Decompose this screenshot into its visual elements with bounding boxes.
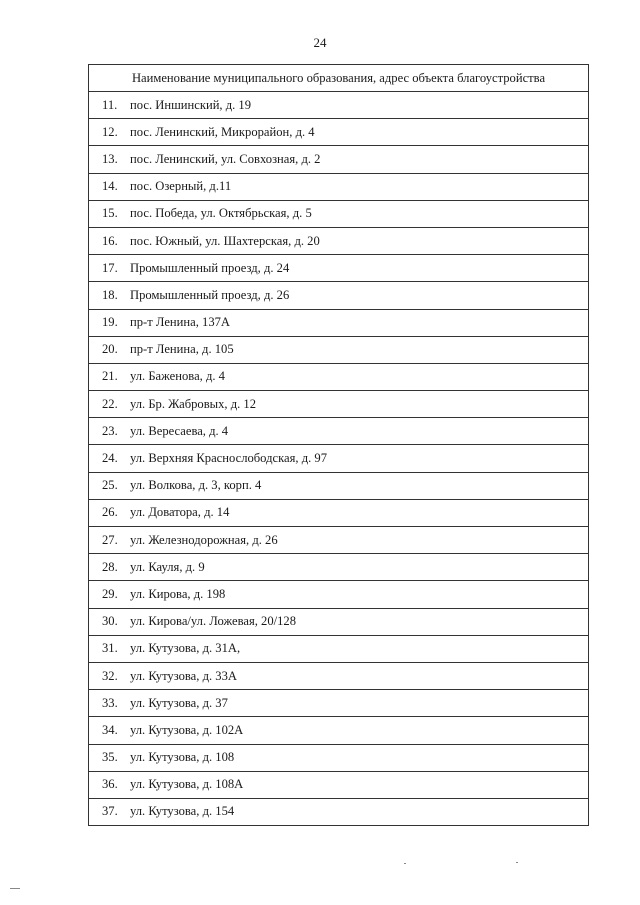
row-number: 18.: [102, 287, 118, 302]
table-row: [89, 173, 589, 200]
row-address: ул. Кауля, д. 9: [130, 559, 205, 574]
table-row: [89, 146, 589, 173]
row-address: ул. Вересаева, д. 4: [130, 423, 229, 438]
table-cell-address: [89, 662, 589, 689]
table-row: [89, 309, 589, 336]
row-number: 12.: [102, 124, 118, 139]
row-address: ул. Железнодорожная, д. 26: [130, 532, 278, 547]
row-number: 35.: [102, 750, 118, 765]
table-row: [89, 119, 589, 146]
row-address: пос. Южный, ул. Шахтерская, д. 20: [130, 233, 320, 248]
row-number: 34.: [102, 722, 118, 737]
row-address: ул. Волкова, д. 3, корп. 4: [130, 478, 262, 493]
table-row: [89, 418, 589, 445]
table-row: [89, 92, 589, 119]
page-number: 24: [313, 35, 327, 50]
table-row: [89, 554, 589, 581]
row-number: 15.: [102, 206, 118, 221]
row-address: ул. Кирова, д. 198: [130, 586, 226, 601]
row-address: ул. Доватора, д. 14: [130, 505, 230, 520]
table-row: [89, 662, 589, 689]
scan-speck: [10, 888, 20, 889]
table-cell-address: [89, 690, 589, 717]
table-cell-address: [89, 391, 589, 418]
table-cell-address: [89, 581, 589, 608]
row-number: 32.: [102, 668, 118, 683]
table-cell-address: [89, 445, 589, 472]
row-address: пр-т Ленина, 137А: [130, 315, 231, 330]
table-cell-address: [89, 173, 589, 200]
table-header-row: [89, 65, 589, 92]
table-row: [89, 336, 589, 363]
row-address: ул. Верхняя Краснослободская, д. 97: [130, 451, 328, 466]
row-number: 19.: [102, 315, 118, 330]
table-row: [89, 255, 589, 282]
table-row: [89, 527, 589, 554]
row-address: ул. Кутузова, д. 154: [130, 804, 235, 819]
table-cell-address: [89, 771, 589, 798]
row-address: ул. Кутузова, д. 37: [130, 695, 228, 710]
table-cell-address: [89, 798, 589, 825]
table-cell-address: [89, 608, 589, 635]
row-address: пос. Иншинский, д. 19: [130, 97, 252, 112]
table-cell-address: [89, 227, 589, 254]
row-number: 23.: [102, 423, 118, 438]
row-address: пр-т Ленина, д. 105: [130, 342, 234, 357]
table-row: [89, 363, 589, 390]
row-address: ул. Кирова/ул. Ложевая, 20/128: [130, 614, 297, 629]
row-address: Промышленный проезд, д. 24: [130, 260, 290, 275]
table-row: [89, 798, 589, 825]
row-number: 27.: [102, 532, 118, 547]
row-number: 36.: [102, 777, 118, 792]
table-cell-address: [89, 255, 589, 282]
table-row: [89, 445, 589, 472]
row-address: пос. Ленинский, ул. Совхозная, д. 2: [130, 151, 321, 166]
table-row: [89, 472, 589, 499]
table-cell-address: [89, 554, 589, 581]
table-row: [89, 499, 589, 526]
row-address: ул. Кутузова, д. 102А: [130, 722, 244, 737]
scan-speck: [516, 862, 518, 863]
row-address: ул. Кутузова, д. 33А: [130, 668, 237, 683]
table-row: [89, 608, 589, 635]
scan-speck: [404, 863, 406, 864]
row-address: пос. Победа, ул. Октябрьская, д. 5: [130, 206, 312, 221]
table-header: Наименование муниципального образования, адрес объекта благоустройства: [89, 65, 589, 92]
row-number: 30.: [102, 614, 118, 629]
row-number: 21.: [102, 369, 118, 384]
row-address: ул. Бр. Жабровых, д. 12: [130, 396, 257, 411]
row-number: 28.: [102, 559, 118, 574]
table-cell-address: [89, 336, 589, 363]
table-cell-address: [89, 200, 589, 227]
table-cell-address: [89, 282, 589, 309]
table-cell-address: [89, 527, 589, 554]
row-number: 24.: [102, 451, 118, 466]
row-address: пос. Ленинский, Микрорайон, д. 4: [130, 124, 315, 139]
table-row: [89, 391, 589, 418]
row-address: пос. Озерный, д.11: [130, 179, 232, 194]
table-cell-address: [89, 472, 589, 499]
table-cell-address: [89, 146, 589, 173]
row-number: 17.: [102, 260, 118, 275]
table-row: [89, 771, 589, 798]
row-number: 31.: [102, 641, 118, 656]
row-number: 20.: [102, 342, 118, 357]
table-cell-address: [89, 119, 589, 146]
table-cell-address: [89, 418, 589, 445]
table-cell-address: [89, 363, 589, 390]
row-address: ул. Баженова, д. 4: [130, 369, 225, 384]
row-number: 11.: [102, 97, 118, 112]
table-row: [89, 200, 589, 227]
address-table: [88, 64, 589, 826]
table-cell-address: [89, 717, 589, 744]
table-row: [89, 690, 589, 717]
row-number: 22.: [102, 396, 118, 411]
table-body: [89, 92, 589, 826]
row-number: 33.: [102, 695, 118, 710]
table-cell-address: [89, 635, 589, 662]
row-address: ул. Кутузова, д. 31А,: [130, 641, 241, 656]
table-row: [89, 744, 589, 771]
table-row: [89, 227, 589, 254]
table-row: [89, 635, 589, 662]
table-cell-address: [89, 309, 589, 336]
row-number: 16.: [102, 233, 118, 248]
row-address: Промышленный проезд, д. 26: [130, 287, 290, 302]
row-number: 26.: [102, 505, 118, 520]
row-number: 14.: [102, 179, 118, 194]
row-number: 13.: [102, 151, 118, 166]
table-cell-address: [89, 92, 589, 119]
row-number: 25.: [102, 478, 118, 493]
table-row: [89, 581, 589, 608]
table-row: [89, 717, 589, 744]
row-number: 29.: [102, 586, 118, 601]
table-cell-address: [89, 744, 589, 771]
row-address: ул. Кутузова, д. 108А: [130, 777, 244, 792]
table-cell-address: [89, 499, 589, 526]
table-row: [89, 282, 589, 309]
row-address: ул. Кутузова, д. 108: [130, 750, 235, 765]
row-number: 37.: [102, 804, 118, 819]
